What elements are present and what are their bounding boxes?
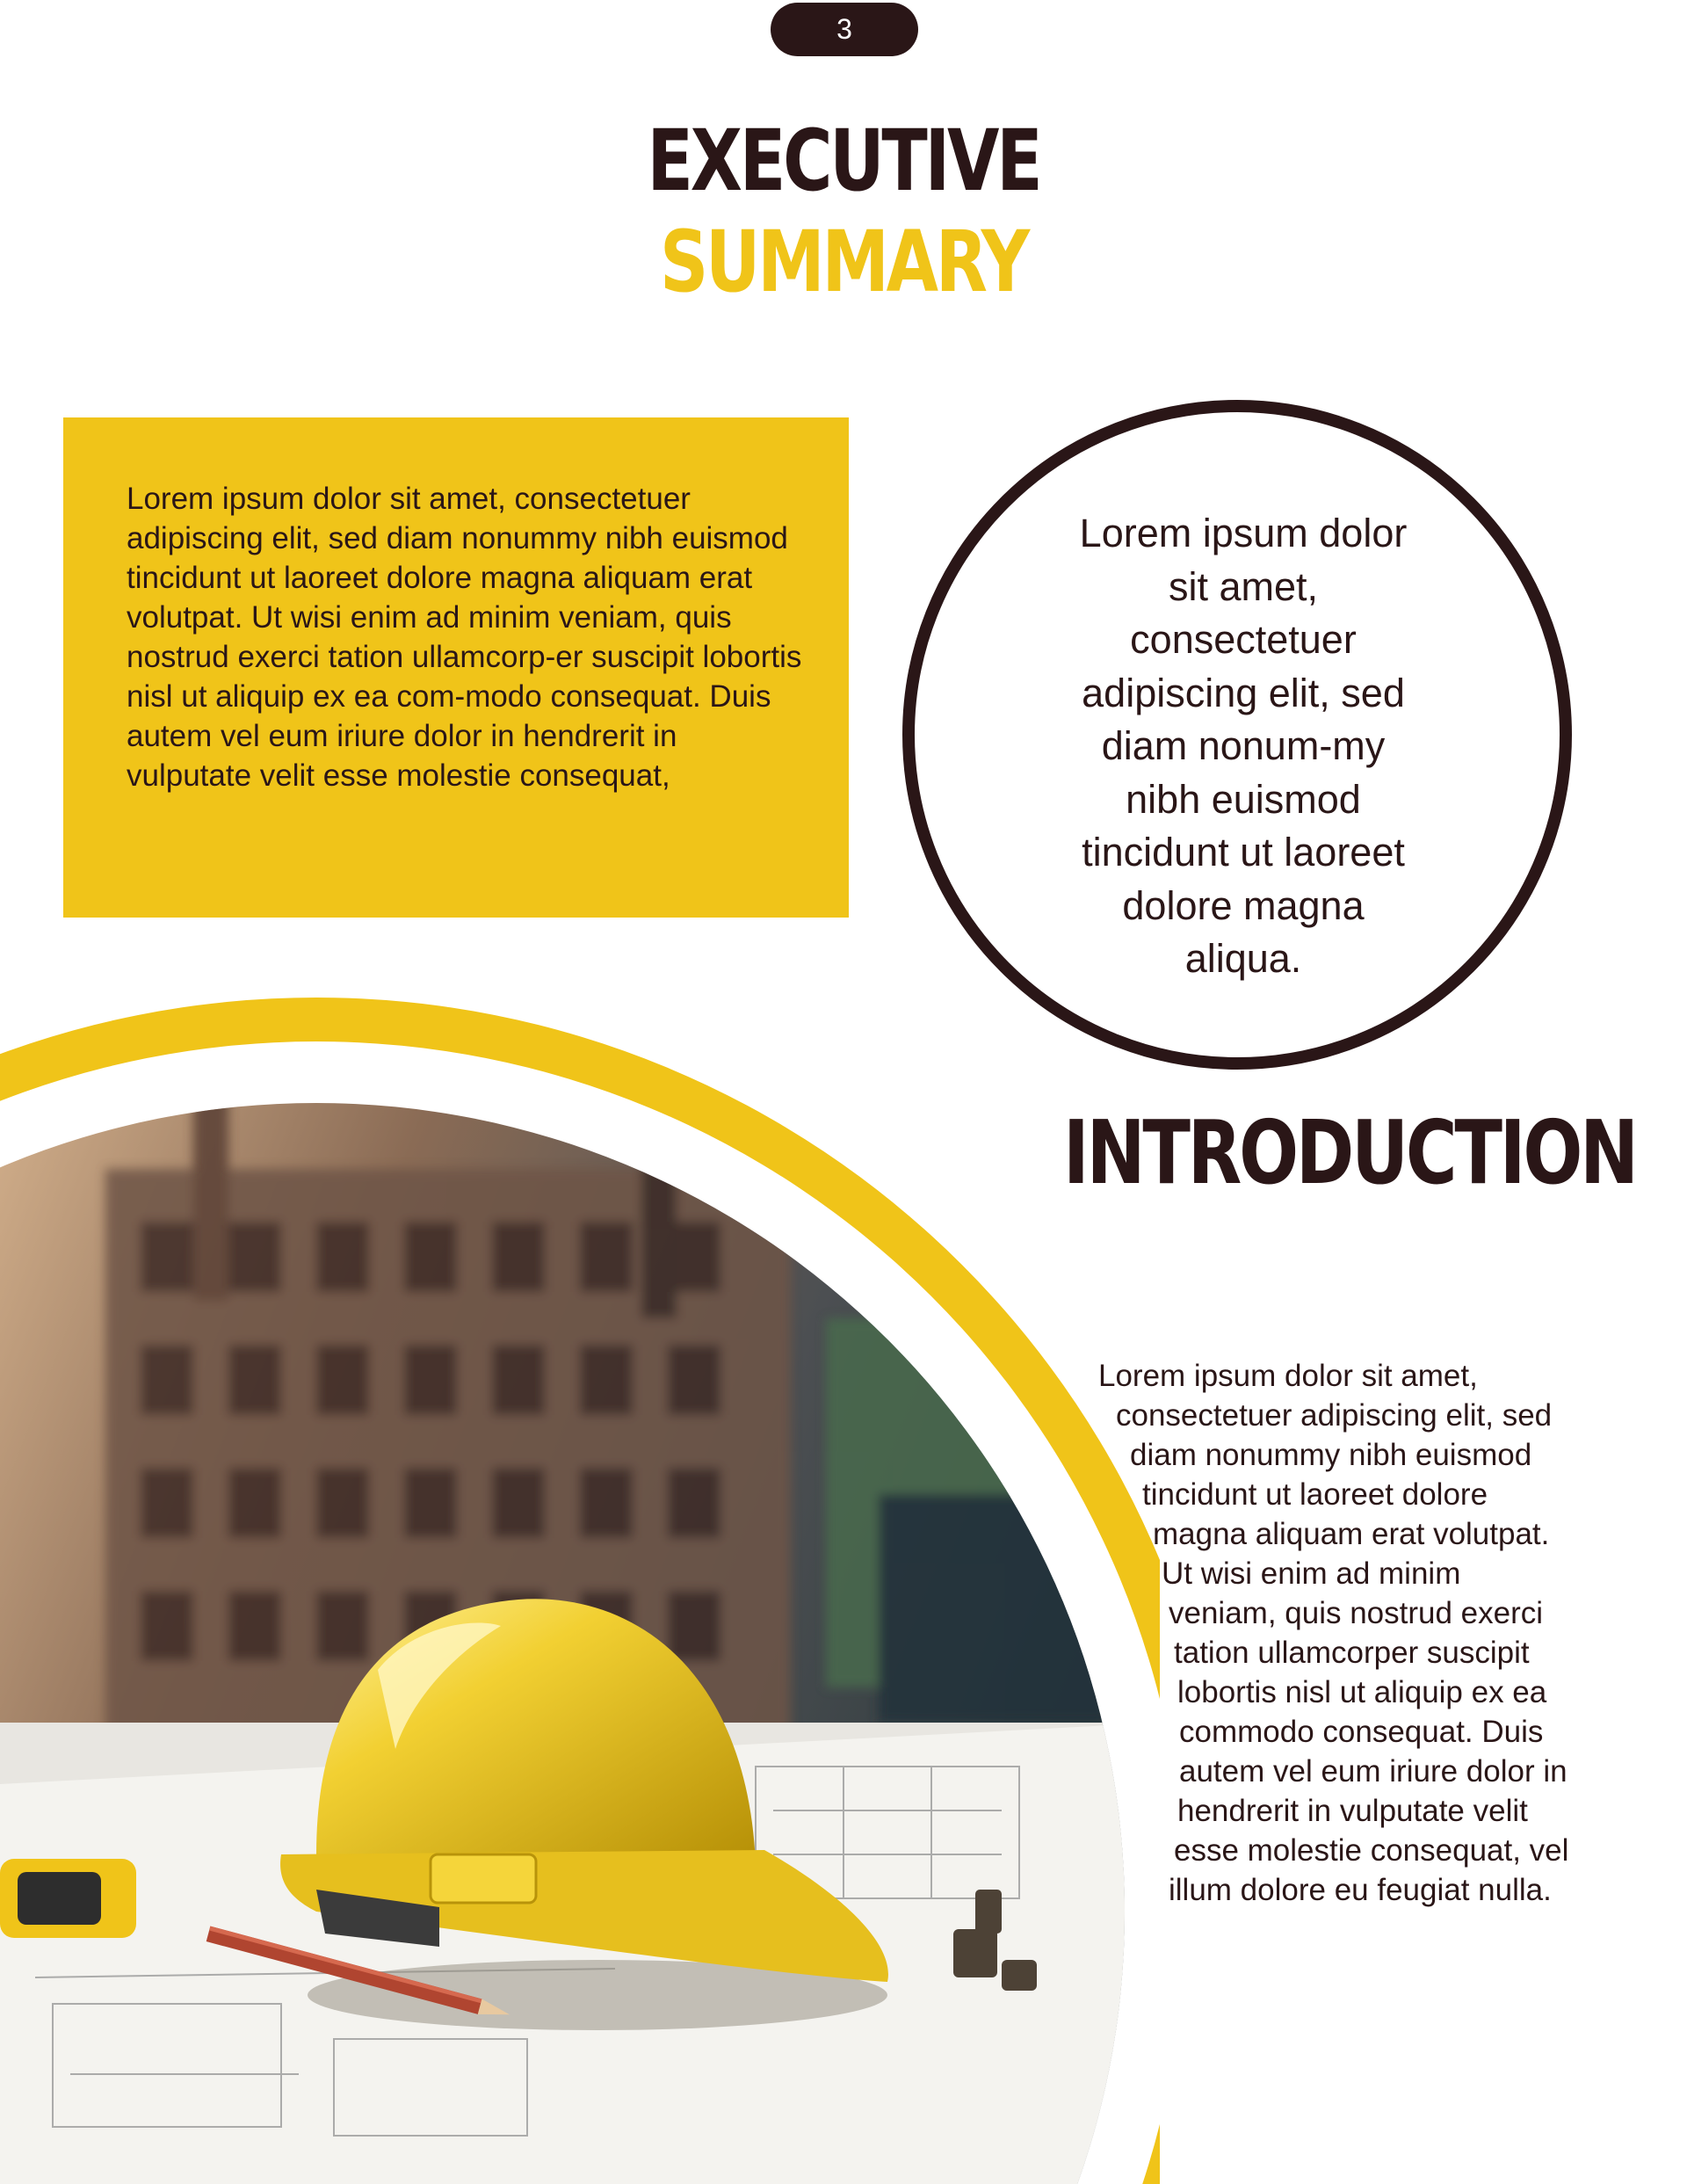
intro-line: veniam, quis nostrud exerci xyxy=(1169,1596,1544,1630)
intro-line: Lorem ipsum dolor sit amet, xyxy=(1098,1359,1478,1393)
construction-photo xyxy=(0,993,1160,2184)
summary-text: Lorem ipsum dolor sit amet, consectetuer adipiscing elit, sed diam nonummy nibh euismod tincidunt ut laoreet dolore magna aliquam erat volutpat. Ut wisi enim ad minim veniam, quis nostrud exerci tation ullamcorp-er suscipit lobortis nisl ut aliquip ex ea com-modo consequat. Duis autem vel eum iriure dolor in hendrerit in vulputate velit esse molestie consequat, xyxy=(127,482,802,793)
intro-line: illum dolore eu feugiat nulla. xyxy=(1169,1873,1552,1907)
circle-text: Lorem ipsum dolor sit amet, consectetuer adipiscing elit, sed diam nonum-my nibh euismod tincidunt ut laoreet dolore magna aliqua. xyxy=(1079,511,1408,981)
intro-line: Ut wisi enim ad minim xyxy=(1162,1556,1461,1591)
intro-line: hendrerit in vulputate velit xyxy=(1177,1794,1528,1828)
page-number-badge xyxy=(771,3,918,56)
title-executive: EXECUTIVE xyxy=(647,112,1040,210)
intro-line: diam nonummy nibh euismod xyxy=(1130,1438,1532,1472)
introduction-heading: INTRODUCTION xyxy=(1063,1101,1636,1204)
intro-line: tation ullamcorper suscipit xyxy=(1174,1636,1530,1670)
intro-line: magna aliquam erat volutpat. xyxy=(1153,1517,1550,1551)
photo-content xyxy=(0,993,1160,2184)
intro-line: autem vel eum iriure dolor in xyxy=(1179,1754,1568,1789)
intro-line: lobortis nisl ut aliquip ex ea xyxy=(1177,1675,1547,1709)
page-number: 3 xyxy=(836,13,852,45)
intro-line: consectetuer adipiscing elit, sed xyxy=(1116,1398,1553,1433)
intro-line: esse molestie consequat, vel xyxy=(1174,1833,1569,1868)
highlight-circle xyxy=(902,400,1572,1070)
title-summary: SUMMARY xyxy=(659,213,1028,311)
summary-box xyxy=(63,417,849,918)
intro-line: tincidunt ut laoreet dolore xyxy=(1142,1477,1488,1512)
intro-line: commodo consequat. Duis xyxy=(1179,1715,1544,1749)
